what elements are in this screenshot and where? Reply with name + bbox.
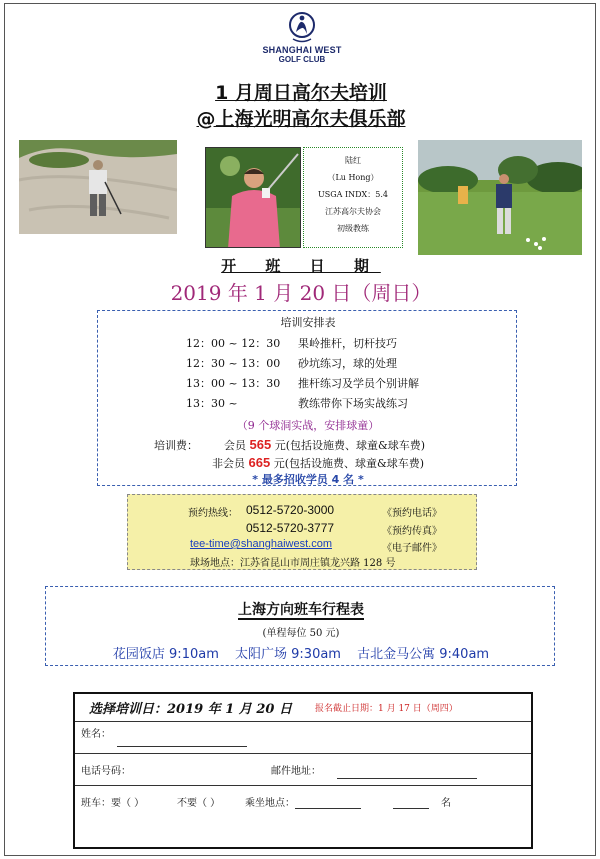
email-note: 《电子邮件》 <box>382 543 442 554</box>
schedule-box <box>97 310 517 486</box>
schedule-row: 13：00 ~ 13：30 推杆练习及学员个别讲解 <box>186 377 419 390</box>
shuttle-stop: 太阳广场 9:30am <box>235 647 341 662</box>
range-photo <box>418 140 582 255</box>
phone-note: 《预约电话》 <box>382 508 442 519</box>
schedule-row: 13：30 ~ 教练带你下场实战练习 <box>186 397 408 410</box>
start-date: 2019 年 1 月 20 日（周日） <box>170 281 432 305</box>
shuttle-stops <box>46 643 556 662</box>
training-date-select: 选择培训日：2019 年 1 月 20 日 <box>89 702 292 717</box>
coach-usga: USGA INDX：5.4 <box>318 190 388 199</box>
shuttle-stop: 花园饭店 9:10am <box>112 647 219 662</box>
email-field[interactable] <box>337 778 477 779</box>
name-row <box>75 722 531 754</box>
fee-label: 培训费： <box>154 439 198 452</box>
form-header-row <box>75 694 531 722</box>
contact-row <box>75 754 531 786</box>
coach-photo <box>205 147 301 248</box>
bunker-photo <box>19 140 177 234</box>
club-logo <box>257 12 347 64</box>
deadline-note: 报名截止日期：1 月 17 日（周四） <box>315 704 458 714</box>
coach-level: 初级教练 <box>337 224 369 233</box>
name-field[interactable] <box>117 746 247 747</box>
fax-note: 《预约传真》 <box>382 526 442 537</box>
hotline-label: 预约热线： <box>188 508 238 519</box>
golfer-emblem-icon <box>287 12 317 44</box>
coach-info <box>303 147 403 248</box>
shuttle-title: 上海方向班车行程表 <box>238 602 364 618</box>
bus-no-option[interactable]: 不要（ ） <box>177 798 221 809</box>
contact-box <box>127 494 477 570</box>
fax-number[interactable]: 0512-5720-3777 <box>246 521 335 535</box>
course-address: 球场地点：江苏省昆山市周庄镇龙兴路 128 号 <box>190 558 396 569</box>
email-link[interactable]: tee-time@shanghaiwest.com <box>190 538 333 550</box>
max-students: * 最多招收学员 4 名 * <box>252 473 364 486</box>
phone-number[interactable]: 0512-5720-3000 <box>246 503 335 517</box>
schedule-heading: 培训安排表 <box>280 316 336 329</box>
pickup-label: 乘坐地点： <box>245 798 295 809</box>
nonmember-fee: 非会员 665 元(包括设施费、球童&球车费) <box>212 455 425 470</box>
phone-label: 电话号码： <box>81 766 131 777</box>
flyer <box>4 3 596 856</box>
coach-assoc: 江苏高尔夫协会 <box>325 207 381 216</box>
shuttle-stop: 古北金马公寓 9:40am <box>357 647 490 662</box>
schedule-row: 12：30 ~ 13：00 砂坑练习，球的处理 <box>186 357 397 370</box>
shuttle-price: (单程每位 50 元) <box>262 628 340 639</box>
title-line2: @上海光明高尔夫俱乐部 <box>196 108 406 130</box>
count-field[interactable] <box>393 808 429 809</box>
title-line1: 1 月周日高尔夫培训 <box>215 82 387 104</box>
pickup-field[interactable] <box>295 808 361 809</box>
logo-line1: SHANGHAI WEST <box>262 45 342 55</box>
member-fee: 会员 565 元(包括设施费、球童&球车费) <box>224 437 426 452</box>
registration-form <box>73 692 533 849</box>
name-label: 姓名： <box>81 729 111 740</box>
bus-yes-option[interactable]: 班车：要（ ） <box>81 798 145 809</box>
logo-line2: GOLF CLUB <box>278 55 326 64</box>
count-suffix: 名 <box>441 798 451 809</box>
schedule-note: （9 个球洞实战，安排球童） <box>236 419 380 432</box>
schedule-row: 12：00 ~ 12：30 果岭推杆，切杆技巧 <box>186 337 397 350</box>
coach-name-en: （Lu Hong） <box>327 173 379 182</box>
bus-row <box>75 786 531 847</box>
coach-name: 陆红 <box>345 156 361 165</box>
email-label: 邮件地址： <box>271 766 321 777</box>
start-date-heading: 开 班 日 期 <box>221 257 381 275</box>
shuttle-box <box>45 586 555 666</box>
